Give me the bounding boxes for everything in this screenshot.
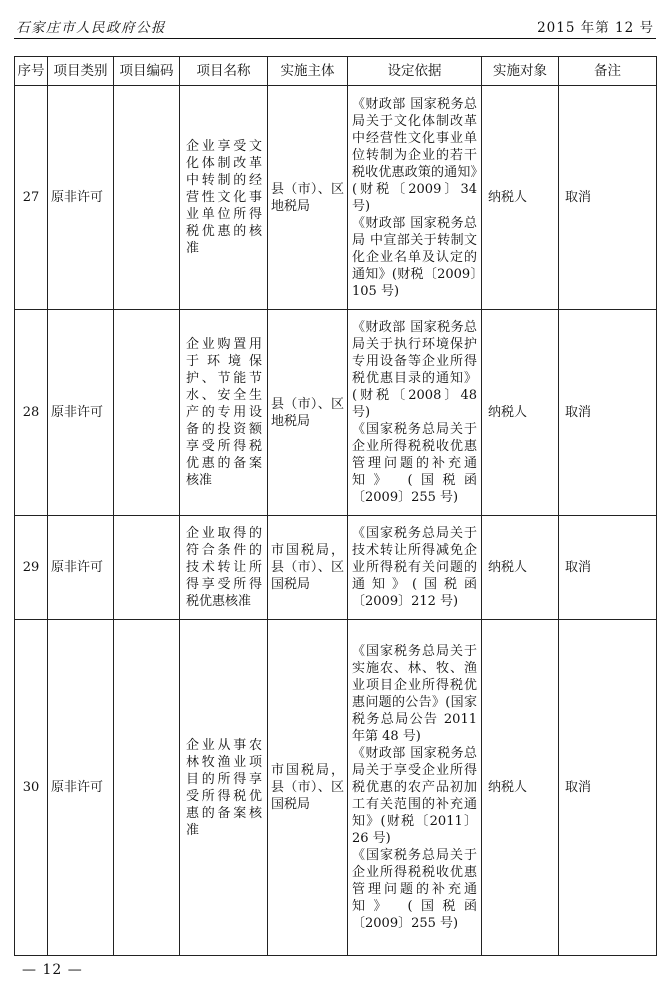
- basis-item: 《财政部 国家税务总局关于文化体制改革中经营性文化事业单位转制为企业的若干税收优惠政策的通知》(财税〔2009〕34 号): [352, 96, 477, 214]
- row-number: 28: [15, 310, 48, 516]
- row-body: 市国税局，县（市）、区国税局: [268, 620, 348, 956]
- col-header-name: 项目名称: [180, 57, 268, 86]
- col-header-note: 备注: [559, 57, 657, 86]
- row-name: 企业购置用于环境保护、节能节水、安全生产的专用设备的投资额享受所得税优惠的备案核准: [180, 310, 268, 516]
- row-code: [114, 310, 180, 516]
- row-category: 原非许可: [48, 516, 114, 620]
- col-header-no: 序号: [15, 57, 48, 86]
- row-target: 纳税人: [482, 310, 559, 516]
- row-body: 县（市）、区地税局: [268, 310, 348, 516]
- table-row: [15, 620, 657, 956]
- basis-item: 《国家税务总局关于技术转让所得减免企业所得税有关问题的通知》(国税函〔2009〕212 号): [352, 526, 477, 609]
- row-note: 取消: [559, 620, 657, 956]
- page-header: [14, 12, 656, 39]
- row-target: 纳税人: [482, 620, 559, 956]
- col-header-basis: 设定依据: [348, 57, 482, 86]
- row-body: 县（市）、区地税局: [268, 86, 348, 310]
- basis-item: 《财政部 国家税务总局关于享受企业所得税优惠的农产品初加工有关范围的补充通知》(财税〔2011〕26 号): [352, 746, 477, 846]
- row-number: 30: [15, 620, 48, 956]
- issue-number: 2015 年第 12 号: [537, 20, 654, 36]
- row-basis: [348, 310, 482, 516]
- publication-title: 石家庄市人民政府公报: [16, 20, 166, 36]
- table-row: [15, 86, 657, 310]
- row-note: 取消: [559, 310, 657, 516]
- col-header-category: 项目类别: [48, 57, 114, 86]
- row-code: [114, 516, 180, 620]
- row-name: 企业享受文化体制改革中转制的经营性文化事业单位所得税优惠的核准: [180, 86, 268, 310]
- row-name: 企业取得的符合条件的技术转让所得享受所得税优惠核准: [180, 516, 268, 620]
- row-category: 原非许可: [48, 620, 114, 956]
- basis-item: 《国家税务总局关于企业所得税税收优惠管理问题的补充通知》 (国税函〔2009〕255 号): [352, 848, 477, 931]
- items-table: [14, 56, 657, 956]
- basis-item: 《国家税务总局关于企业所得税税收优惠管理问题的补充通知》 (国税函〔2009〕255 号): [352, 422, 477, 505]
- row-basis: [348, 86, 482, 310]
- col-header-body: 实施主体: [268, 57, 348, 86]
- row-basis: [348, 620, 482, 956]
- row-code: [114, 86, 180, 310]
- row-target: 纳税人: [482, 516, 559, 620]
- basis-item: 《财政部 国家税务总局 中宣部关于转制文化企业名单及认定的通知》(财税〔2009〕105 号): [352, 215, 477, 299]
- row-target: 纳税人: [482, 86, 559, 310]
- col-header-target: 实施对象: [482, 57, 559, 86]
- page-number: — 12 —: [22, 962, 83, 978]
- row-number: 29: [15, 516, 48, 620]
- row-basis: [348, 516, 482, 620]
- row-code: [114, 620, 180, 956]
- table-row: [15, 516, 657, 620]
- table-header-row: [15, 57, 657, 86]
- row-body: 市国税局，县（市）、区国税局: [268, 516, 348, 620]
- basis-item: 《财政部 国家税务总局关于执行环境保护专用设备等企业所得税优惠目录的通知》 (财税〔2008〕48 号): [352, 320, 477, 420]
- row-name: 企业从事农林牧渔业项目的所得享受所得税优惠的备案核准: [180, 620, 268, 956]
- row-note: 取消: [559, 516, 657, 620]
- row-category: 原非许可: [48, 310, 114, 516]
- row-category: 原非许可: [48, 86, 114, 310]
- basis-item: 《国家税务总局关于实施农、林、牧、渔业项目企业所得税优惠问题的公告》(国家税务总局公告 2011 年第 48 号): [352, 644, 477, 744]
- row-number: 27: [15, 86, 48, 310]
- table-row: [15, 310, 657, 516]
- row-note: 取消: [559, 86, 657, 310]
- col-header-code: 项目编码: [114, 57, 180, 86]
